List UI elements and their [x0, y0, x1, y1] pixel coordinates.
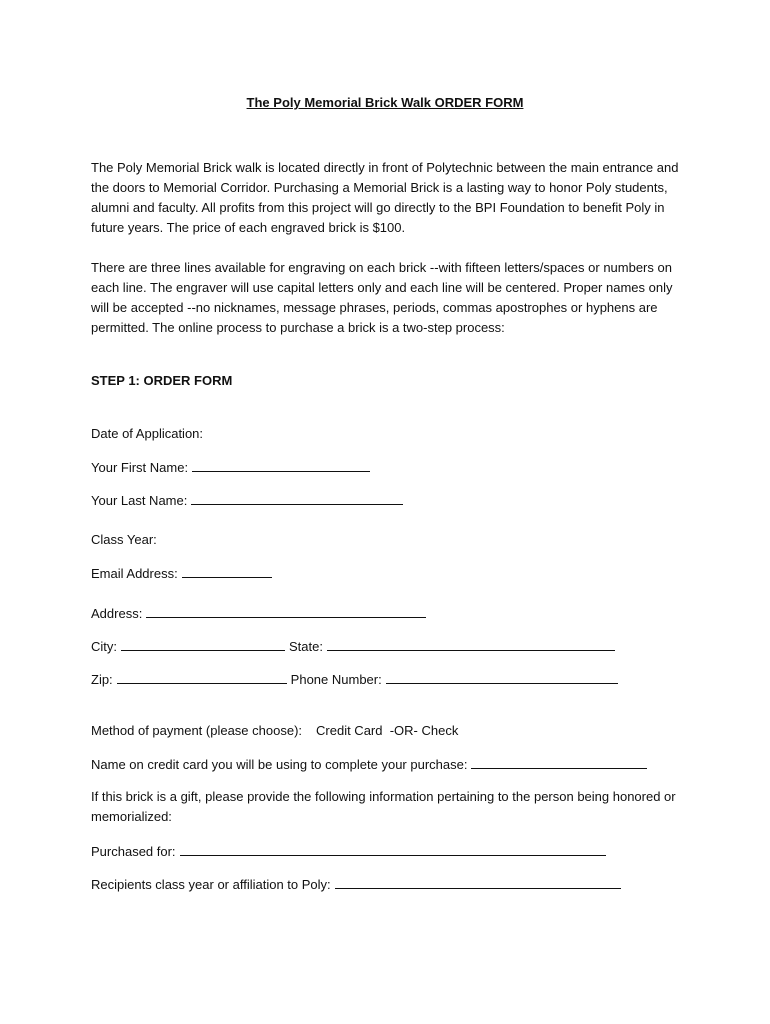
payment-label: Method of payment (please choose): — [91, 723, 303, 738]
intro-paragraph-1: The Poly Memorial Brick walk is located directly in front of Polytechnic between the main entrance and the doors to Memorial Corridor. Purchasing a Memorial Brick is a lasting way to honor Poly students, alumni and faculty. All profits from this project will go directly to the BPI Foundation to benefit Poly in future years. The price of each engraved brick is $100. — [91, 160, 679, 235]
phone-field[interactable] — [386, 669, 618, 684]
zip-phone-row — [91, 669, 618, 690]
page-title: The Poly Memorial Brick Walk ORDER FORM — [246, 95, 524, 110]
purchased-for-label: Purchased for: — [91, 844, 176, 859]
address-field[interactable] — [146, 603, 426, 618]
city-state-row — [91, 636, 615, 657]
payment-row — [91, 721, 458, 741]
state-field[interactable] — [327, 636, 615, 651]
address-label: Address: — [91, 606, 143, 621]
city-field[interactable] — [121, 636, 285, 651]
recipient-class-row — [91, 874, 621, 895]
class-year-row — [91, 530, 157, 550]
email-label: Email Address: — [91, 566, 178, 581]
first-name-field[interactable] — [192, 457, 370, 472]
zip-label: Zip: — [91, 672, 113, 687]
state-label: State: — [289, 639, 323, 654]
recipient-class-label: Recipients class year or affiliation to Poly: — [91, 877, 331, 892]
email-field[interactable] — [182, 563, 272, 578]
class-year-label: Class Year: — [91, 532, 157, 547]
date-label: Date of Application: — [91, 426, 204, 441]
card-name-row — [91, 754, 647, 775]
intro-paragraph-2: There are three lines available for engraving on each brick --with fifteen letters/spaces or numbers on each line. The engraver will use capital letters only and each line will be centered. Proper names only will be accepted --no nicknames, message phrases, periods, commas apostrophes or hyphens are permitted. The online process to purchase a brick is a two-step process: — [91, 260, 673, 335]
last-name-label: Your Last Name: — [91, 493, 188, 508]
step1-heading: STEP 1: ORDER FORM — [91, 373, 233, 388]
phone-label: Phone Number: — [290, 672, 382, 687]
purchased-for-field[interactable] — [180, 841, 606, 856]
first-name-label: Your First Name: — [91, 460, 189, 475]
city-label: City: — [91, 639, 117, 654]
purchased-for-row — [91, 841, 606, 862]
recipient-class-field[interactable] — [335, 874, 621, 889]
email-row — [91, 563, 272, 584]
card-name-field[interactable] — [471, 754, 647, 769]
zip-field[interactable] — [117, 669, 287, 684]
payment-options[interactable]: Credit Card -OR- Check — [316, 723, 459, 738]
address-row — [91, 603, 426, 624]
first-name-row — [91, 457, 370, 478]
gift-info-text: If this brick is a gift, please provide the following information pertaining to the person being honored or memorialized: — [91, 789, 676, 824]
last-name-row — [91, 490, 403, 511]
date-row — [91, 424, 203, 444]
last-name-field[interactable] — [191, 490, 403, 505]
card-name-label: Name on credit card you will be using to complete your purchase: — [91, 757, 468, 772]
